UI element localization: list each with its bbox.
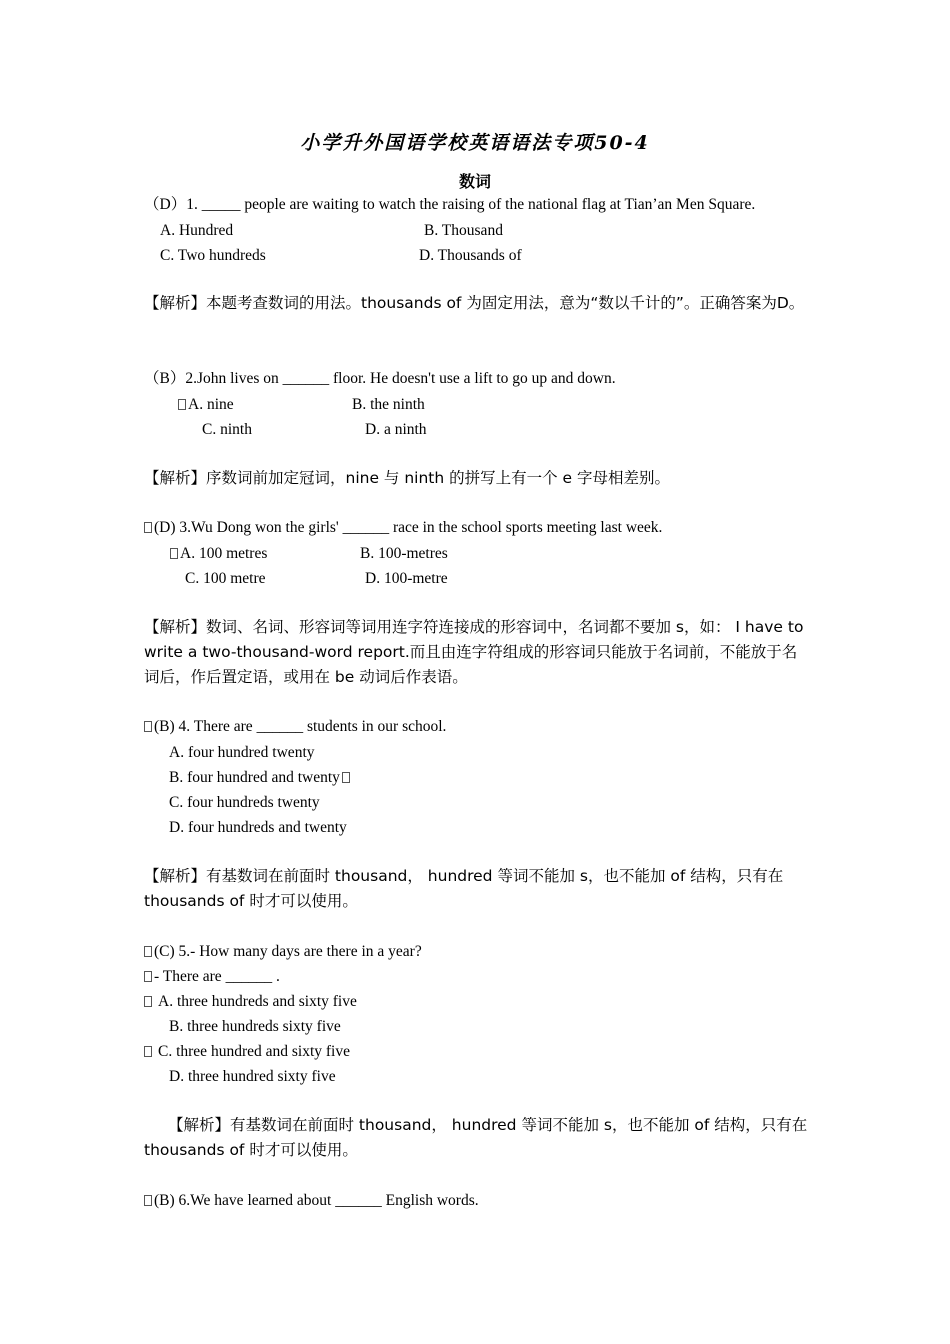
missing-glyph-box (144, 996, 152, 1007)
question-1-analysis: 【解析】本题考查数词的用法。thousands of 为固定用法，意为“数以千计的”。正确答案为D。 (144, 294, 805, 312)
question-5-option-c: C. three hundred and sixty five (158, 1043, 350, 1060)
question-5-option-a-row (144, 992, 357, 1012)
question-3-option-d: D. 100-metre (365, 570, 448, 587)
question-2-option-c: C. ninth (202, 421, 252, 438)
question-5-stem-1: (C) 5.- How many days are there in a year? (154, 943, 422, 960)
question-2-option-b: B. the ninth (352, 396, 425, 413)
question-2-option-a: A. nine (188, 396, 234, 413)
question-4-option-c: C. four hundreds twenty (169, 794, 320, 811)
question-5-analysis: 【解析】有基数词在前面时 thousand， hundred 等词不能加 s，也不能加 of 结构，只有在 thousands of 时才可以使用。 (144, 1116, 808, 1159)
question-3-option-a: A. 100 metres (180, 545, 268, 562)
question-3-stem: (D) 3.Wu Dong won the girls' ______ race in the school sports meeting last week. (154, 519, 663, 536)
missing-glyph-box (144, 522, 152, 533)
question-4-option-a: A. four hundred twenty (169, 744, 315, 761)
question-5-option-b: B. three hundreds sixty five (169, 1018, 341, 1035)
question-5-option-c-row (144, 1042, 350, 1062)
question-3-option-b: B. 100-metres (360, 545, 448, 562)
question-1-option-b: B. Thousand (424, 222, 503, 239)
question-5-option-a: A. three hundreds and sixty five (158, 993, 357, 1010)
question-1-option-c: C. Two hundreds (160, 247, 266, 264)
missing-glyph-box (144, 946, 152, 957)
question-3-option-a-row (170, 544, 267, 564)
question-5-option-d: D. three hundred sixty five (169, 1068, 336, 1085)
question-5-stem-2: - There are ______ . (154, 968, 280, 985)
question-1-option-d: D. Thousands of (419, 247, 522, 264)
question-6-stem-row (144, 1191, 479, 1211)
missing-glyph-box (144, 1046, 152, 1057)
question-4-analysis: 【解析】有基数词在前面时 thousand， hundred 等词不能加 s，也不能加 of 结构，只有在 thousands of 时才可以使用。 (144, 867, 784, 910)
question-4-stem: (B) 4. There are ______ students in our school. (154, 718, 447, 735)
question-2-stem: （B）2.John lives on ______ floor. He doesn't use a lift to go up and down. (144, 370, 616, 387)
question-3-option-c: C. 100 metre (185, 570, 266, 587)
question-3-stem-row (144, 518, 662, 538)
question-3-analysis: 【解析】数词、名词、形容词等词用连字符连接成的形容词中，名词都不要加 s，如： I have to write a two-thousand-word report.而且由连字符组成的形容词只能放于名词前，不能放于名词后，作后置定语，或用在 be 动词后作表语。 (144, 618, 804, 686)
question-6-stem: (B) 6.We have learned about ______ English words. (154, 1192, 479, 1209)
missing-glyph-box (178, 399, 186, 410)
missing-glyph-box (144, 971, 152, 982)
question-4-stem-row (144, 717, 446, 737)
question-5-stem-1-row (144, 942, 422, 962)
question-4-option-d: D. four hundreds and twenty (169, 819, 347, 836)
question-2-analysis: 【解析】序数词前加定冠词，nine 与 ninth 的拼写上有一个 e 字母相差别。 (144, 469, 671, 487)
missing-glyph-box (144, 1195, 152, 1206)
missing-glyph-box (170, 548, 178, 559)
missing-glyph-box (144, 721, 152, 732)
question-2-option-d: D. a ninth (365, 421, 427, 438)
question-4-option-b-row (169, 768, 352, 788)
question-5-stem-2-row (144, 967, 280, 987)
question-1-option-a: A. Hundred (160, 222, 234, 239)
missing-glyph-box (342, 772, 350, 783)
question-1-stem: （D）1. _____ people are waiting to watch the raising of the national flag at Tian’an Men Square. (144, 196, 756, 213)
question-2-option-a-row (178, 395, 234, 415)
document-title: 小学升外国语学校英语语法专项50-4 (300, 132, 650, 154)
section-title: 数词 (458, 172, 491, 191)
question-4-option-b: B. four hundred and twenty (169, 769, 340, 786)
